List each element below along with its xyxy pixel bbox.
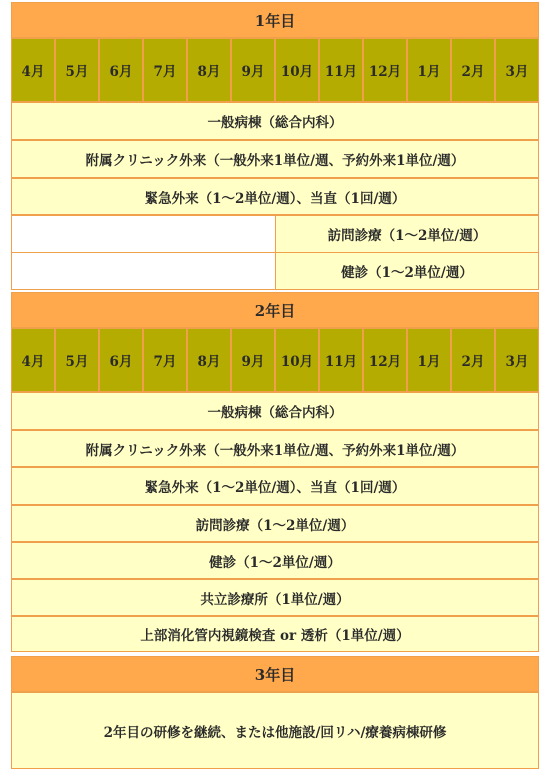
year1-block bbox=[11, 2, 539, 290]
month-cell: 3月 bbox=[495, 38, 539, 102]
year1-row-clinic: 附属クリニック外来（一般外来1単位/週、予約外来1単位/週） bbox=[11, 140, 539, 178]
year1-visit-blank bbox=[11, 215, 276, 253]
year2-row-clinic: 附属クリニック外来（一般外来1単位/週、予約外来1単位/週） bbox=[11, 430, 539, 467]
month-cell: 6月 bbox=[99, 328, 143, 392]
month-cell: 6月 bbox=[99, 38, 143, 102]
year2-row-endoscopy-dialysis: 上部消化管内視鏡検査 or 透析（1単位/週） bbox=[11, 616, 539, 652]
year3-row-continuation: 2年目の研修を継続、または他施設/回リハ/療養病棟研修 bbox=[11, 692, 539, 769]
year2-row-checkup: 健診（1〜2単位/週） bbox=[11, 542, 539, 579]
year3-title: 3年目 bbox=[11, 656, 539, 692]
month-cell: 8月 bbox=[187, 38, 231, 102]
month-cell: 7月 bbox=[143, 328, 187, 392]
year1-row-emergency: 緊急外来（1〜2単位/週）、当直（1回/週） bbox=[11, 178, 539, 215]
month-cell: 4月 bbox=[11, 38, 55, 102]
month-cell: 5月 bbox=[55, 38, 99, 102]
year2-month-row bbox=[11, 328, 539, 392]
month-cell: 7月 bbox=[143, 38, 187, 102]
year1-month-row bbox=[11, 38, 539, 102]
year1-title: 1年目 bbox=[11, 2, 539, 38]
year2-row-general-ward: 一般病棟（総合内科） bbox=[11, 392, 539, 430]
year1-checkup-blank bbox=[11, 252, 276, 290]
month-cell: 9月 bbox=[231, 328, 275, 392]
month-cell: 1月 bbox=[407, 38, 451, 102]
month-cell: 4月 bbox=[11, 328, 55, 392]
year3-block bbox=[11, 656, 539, 769]
month-cell: 8月 bbox=[187, 328, 231, 392]
month-cell: 5月 bbox=[55, 328, 99, 392]
year2-row-emergency: 緊急外来（1〜2単位/週）、当直（1回/週） bbox=[11, 467, 539, 505]
month-cell: 2月 bbox=[451, 38, 495, 102]
year2-block bbox=[11, 292, 539, 652]
month-cell: 1月 bbox=[407, 328, 451, 392]
month-cell: 2月 bbox=[451, 328, 495, 392]
month-cell: 10月 bbox=[275, 38, 319, 102]
month-cell: 12月 bbox=[363, 38, 407, 102]
year2-title: 2年目 bbox=[11, 292, 539, 328]
year2-row-kyoritsu-clinic: 共立診療所（1単位/週） bbox=[11, 579, 539, 616]
month-cell: 11月 bbox=[319, 38, 363, 102]
month-cell: 12月 bbox=[363, 328, 407, 392]
month-cell: 3月 bbox=[495, 328, 539, 392]
year1-row-general-ward: 一般病棟（総合内科） bbox=[11, 102, 539, 140]
year1-row-checkup: 健診（1〜2単位/週） bbox=[275, 252, 539, 290]
month-cell: 10月 bbox=[275, 328, 319, 392]
year1-row-home-visit: 訪問診療（1〜2単位/週） bbox=[275, 215, 539, 253]
month-cell: 11月 bbox=[319, 328, 363, 392]
year2-row-home-visit: 訪問診療（1〜2単位/週） bbox=[11, 505, 539, 542]
month-cell: 9月 bbox=[231, 38, 275, 102]
